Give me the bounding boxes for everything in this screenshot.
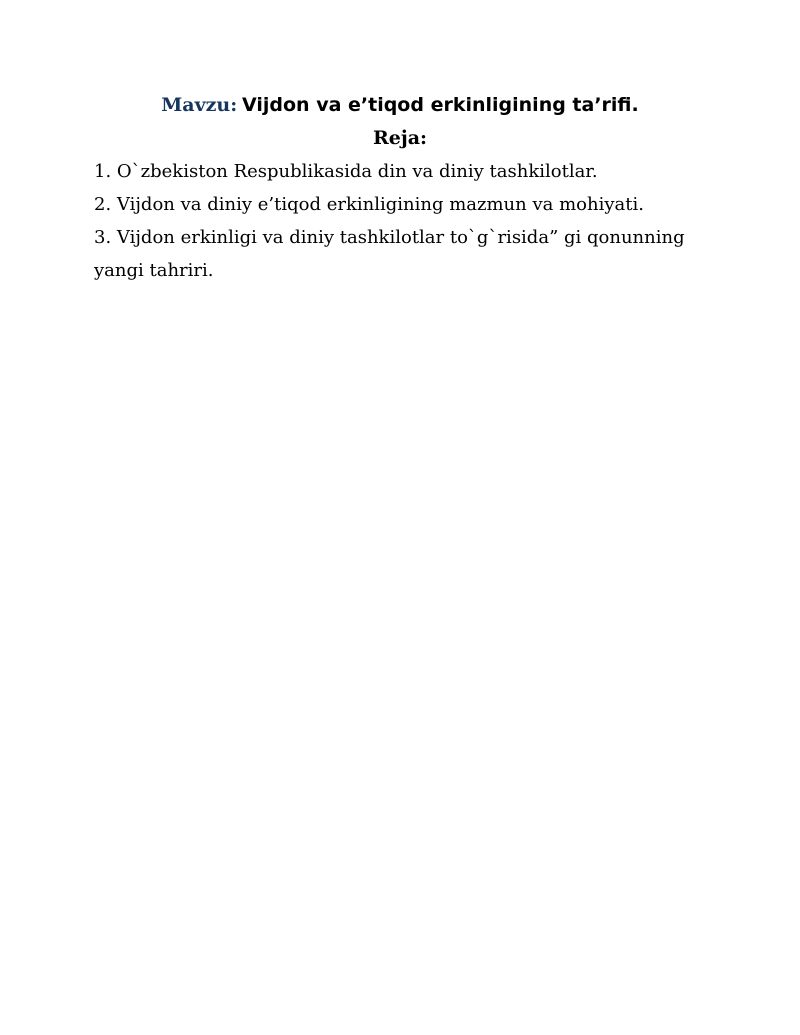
plan-item-3: 3. Vijdon erkinligi va diniy tashkilotlar to`g`risida” gi qonunning yangi tahriri. — [94, 227, 685, 281]
title-label: Mavzu: — [161, 94, 238, 116]
title-text: Vijdon va e’tiqod erkinligining ta’rifi. — [242, 94, 639, 116]
document-title — [0, 92, 800, 119]
plan-item-2: 2. Vijdon va diniy e’tiqod erkinligining mazmun va mohiyati. — [94, 194, 644, 215]
plan-item-1: 1. O`zbekiston Respublikasida din va diniy tashkilotlar. — [94, 161, 598, 182]
plan-list — [94, 155, 714, 287]
plan-heading: Reja: — [372, 127, 428, 149]
